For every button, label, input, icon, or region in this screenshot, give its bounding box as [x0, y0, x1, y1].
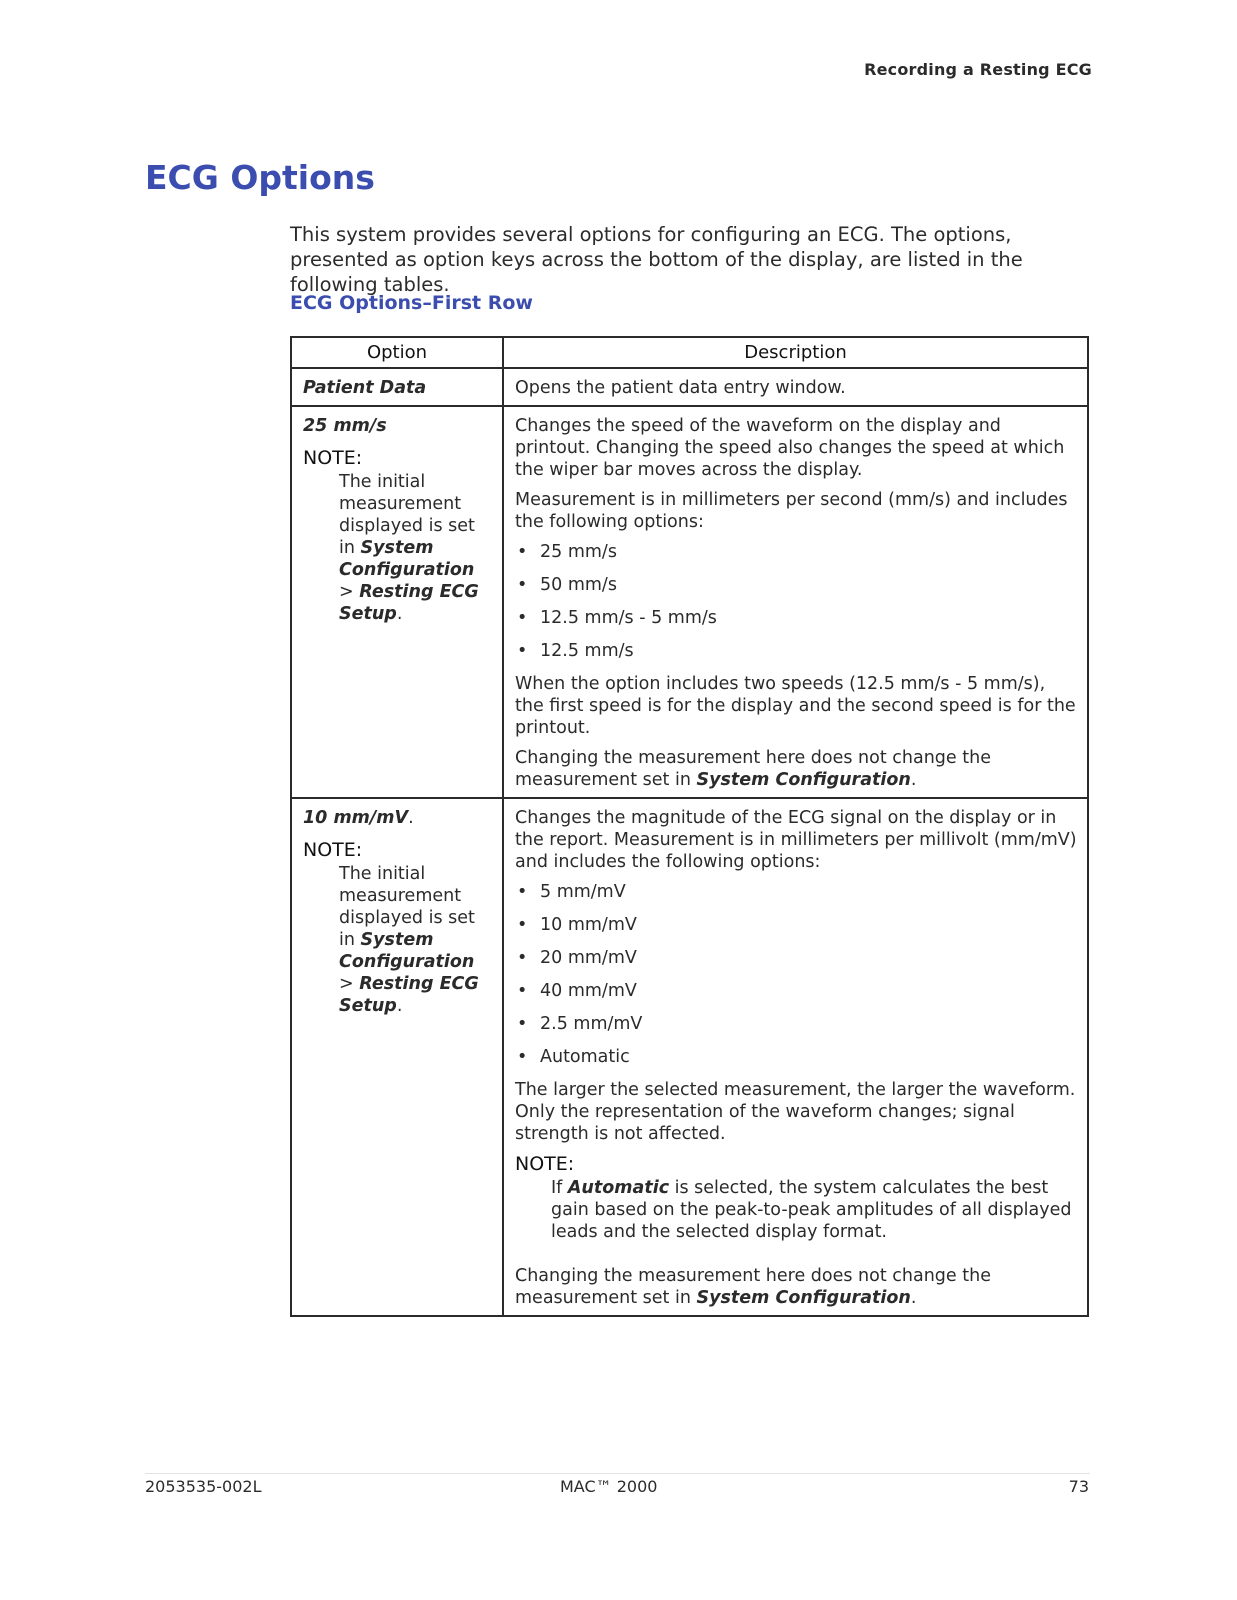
- list-item: • 25 mm/s: [515, 541, 1077, 563]
- footer-product: MAC™ 2000: [560, 1477, 658, 1496]
- list-item: • 10 mm/mV: [515, 914, 1077, 936]
- page-title: ECG Options: [145, 158, 375, 197]
- footer-doc-number: 2053535-002L: [145, 1477, 262, 1496]
- table-title: ECG Options–First Row: [290, 292, 533, 314]
- footer-divider: [145, 1473, 1090, 1474]
- list-item: • 20 mm/mV: [515, 947, 1077, 969]
- table-row: [291, 406, 1088, 798]
- list-item: • 50 mm/s: [515, 574, 1077, 596]
- option-name: Patient Data: [303, 378, 427, 398]
- description-text: Changing the measurement here does not change the measurement set in System Configuration.: [515, 1266, 991, 1308]
- description-text: Opens the patient data entry window.: [515, 378, 846, 398]
- note-label: NOTE:: [515, 1153, 575, 1175]
- option-name: 10 mm/mV: [303, 808, 409, 828]
- table-row: [291, 798, 1088, 1316]
- note-body: If Automatic is selected, the system calculates the best gain based on the peak-to-peak amplitudes of all displayed leads and the selected display format.: [551, 1178, 1072, 1242]
- option-cell: 10 mm/mV. NOTE: The initial measurement displayed is set in System Configuration > Resting ECG Setup.: [291, 798, 503, 1316]
- note-body: The initial measurement displayed is set in System Configuration > Resting ECG Setup.: [339, 472, 479, 624]
- column-header-option: Option: [291, 337, 503, 368]
- description-cell: [503, 406, 1088, 798]
- note-body: The initial measurement displayed is set in System Configuration > Resting ECG Setup.: [339, 864, 479, 1016]
- intro-paragraph: This system provides several options for configuring an ECG. The options, presented as option keys across the bottom of the display, are listed in the following tables.: [290, 223, 1023, 296]
- footer-page-number: 73: [1068, 1477, 1089, 1496]
- ecg-options-table: [290, 336, 1089, 1317]
- list-item: • Automatic: [515, 1046, 1077, 1068]
- description-cell: [503, 798, 1088, 1316]
- list-item: • 12.5 mm/s - 5 mm/s: [515, 607, 1077, 629]
- option-cell: [291, 368, 503, 406]
- option-name: 25 mm/s: [303, 416, 387, 436]
- running-header: Recording a Resting ECG: [864, 60, 1092, 79]
- description-text: Changes the magnitude of the ECG signal on the display or in the report. Measurement is in millimeters per millivolt (mm/mV) and includes the following options:: [515, 808, 1077, 872]
- list-item: • 12.5 mm/s: [515, 640, 1077, 662]
- option-cell: [291, 406, 503, 798]
- column-header-description: Description: [503, 337, 1088, 368]
- table-header-row: [291, 337, 1088, 368]
- description-cell: [503, 368, 1088, 406]
- gain-options-list: [515, 881, 1077, 1068]
- description-text: The larger the selected measurement, the larger the waveform. Only the representation of the waveform changes; signal strength is not affected.: [515, 1080, 1076, 1144]
- note-label: NOTE:: [303, 839, 363, 861]
- note-label: NOTE:: [303, 447, 363, 469]
- description-text: Measurement is in millimeters per second (mm/s) and includes the following options:: [515, 490, 1068, 532]
- table-row: [291, 368, 1088, 406]
- description-text: When the option includes two speeds (12.5 mm/s - 5 mm/s), the first speed is for the display and the second speed is for the printout.: [515, 674, 1076, 738]
- list-item: • 5 mm/mV: [515, 881, 1077, 903]
- description-text: Changes the speed of the waveform on the display and printout. Changing the speed also changes the speed at which the wiper bar moves across the display.: [515, 416, 1065, 480]
- speed-options-list: [515, 541, 1077, 662]
- list-item: • 2.5 mm/mV: [515, 1013, 1077, 1035]
- description-text: Changing the measurement here does not change the measurement set in System Configuration.: [515, 748, 991, 790]
- list-item: • 40 mm/mV: [515, 980, 1077, 1002]
